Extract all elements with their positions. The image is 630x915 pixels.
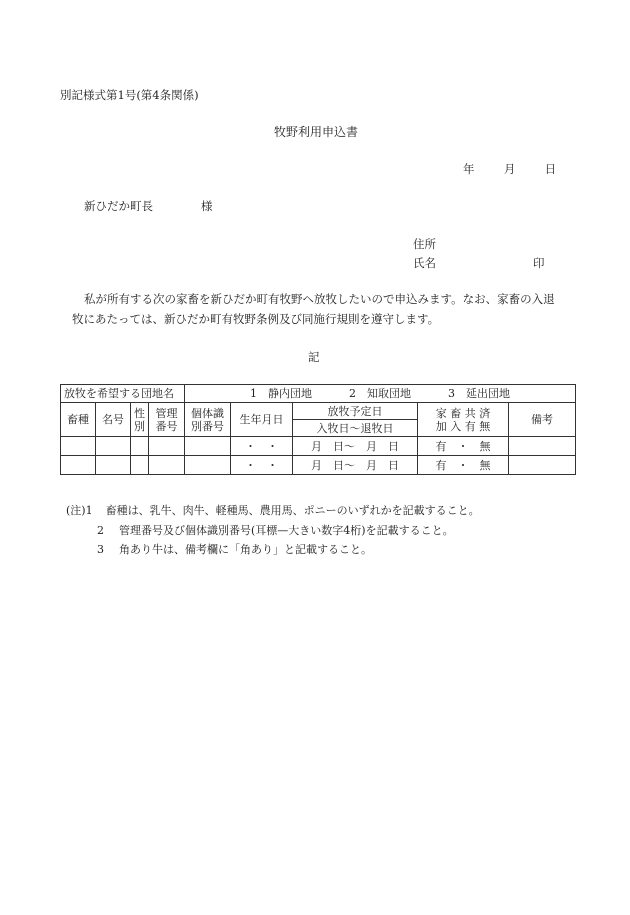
col-schedule-sub: 入牧日～退牧日 xyxy=(293,420,418,437)
cell-individual-id[interactable] xyxy=(185,456,231,475)
date-year: 年 xyxy=(463,162,475,176)
cell-birth-date[interactable]: ・ ・ xyxy=(231,456,293,475)
note-2-text: 管理番号及び個体識別番号(耳標—大きい数字4桁)を記載すること。 xyxy=(119,524,454,537)
cell-name[interactable] xyxy=(96,437,131,456)
col-schedule: 放牧予定日 xyxy=(293,403,418,420)
cell-birth-date[interactable]: ・ ・ xyxy=(231,437,293,456)
cell-schedule[interactable]: 月 日～ 月 日 xyxy=(293,456,418,475)
cell-remarks[interactable] xyxy=(509,437,576,456)
livestock-table xyxy=(60,384,576,475)
cell-individual-id[interactable] xyxy=(185,437,231,456)
table-row xyxy=(61,456,576,475)
col-individual-id: 個体識 別番号 xyxy=(185,403,231,437)
cell-sex[interactable] xyxy=(131,437,149,456)
cell-mutual-aid[interactable]: 有 ・ 無 xyxy=(418,456,509,475)
cell-remarks[interactable] xyxy=(509,456,576,475)
seal-label: 印 xyxy=(533,256,545,270)
cell-schedule[interactable]: 月 日～ 月 日 xyxy=(293,437,418,456)
page-title: 牧野利用申込書 xyxy=(274,125,359,139)
note-3-num: 3 xyxy=(97,543,104,556)
cell-name[interactable] xyxy=(96,456,131,475)
note-3-text: 角あり牛は、備考欄に「角あり」と記載すること。 xyxy=(119,543,372,556)
note-1-num: (注)1 xyxy=(66,504,93,517)
body-text-line1: 私が所有する次の家畜を新ひだか町有牧野へ放牧したいので申込みます。なお、家畜の入退 xyxy=(84,292,555,306)
site-option-2: 2 知取団地 xyxy=(349,387,412,400)
name-label: 氏名 xyxy=(413,256,436,270)
recipient-name: 新ひだか町長 xyxy=(84,199,153,213)
col-birth-date: 生年月日 xyxy=(231,403,293,437)
note-1 xyxy=(66,502,480,518)
cell-species[interactable] xyxy=(61,456,96,475)
col-mgmt-no: 管理 番号 xyxy=(149,403,185,437)
recipient-honorific: 様 xyxy=(201,199,213,213)
site-options xyxy=(185,385,576,403)
col-remarks: 備考 xyxy=(509,403,576,437)
cell-mgmt-no[interactable] xyxy=(149,437,185,456)
cell-sex[interactable] xyxy=(131,456,149,475)
table-row xyxy=(61,437,576,456)
col-sex: 性 別 xyxy=(131,403,149,437)
cell-species[interactable] xyxy=(61,437,96,456)
note-2-num: 2 xyxy=(97,524,104,537)
ki-heading: 記 xyxy=(308,350,320,364)
col-mutual-aid: 家 畜 共 済 加 入 有 無 xyxy=(418,403,509,437)
date-day: 日 xyxy=(544,162,557,176)
address-label: 住所 xyxy=(413,237,436,251)
header-row-1 xyxy=(61,403,576,420)
note-1-text: 畜種は、乳牛、肉牛、軽種馬、農用馬、ポニーのいずれかを記載すること。 xyxy=(105,504,480,517)
site-row xyxy=(61,385,576,403)
site-option-3: 3 延出団地 xyxy=(448,387,511,400)
note-3 xyxy=(97,541,372,557)
site-label: 放牧を希望する団地名 xyxy=(61,385,185,403)
col-species: 畜種 xyxy=(61,403,96,437)
col-name: 名号 xyxy=(96,403,131,437)
body-text-line2: 牧にあたっては、新ひだか町有牧野条例及び同施行規則を遵守します。 xyxy=(72,312,440,326)
date-month: 月 xyxy=(503,162,516,176)
cell-mgmt-no[interactable] xyxy=(149,456,185,475)
cell-mutual-aid[interactable]: 有 ・ 無 xyxy=(418,437,509,456)
form-label: 別記様式第1号(第4条関係) xyxy=(60,88,199,102)
note-2 xyxy=(97,522,454,538)
date-line xyxy=(463,161,556,177)
site-option-1: 1 静内団地 xyxy=(250,387,313,400)
